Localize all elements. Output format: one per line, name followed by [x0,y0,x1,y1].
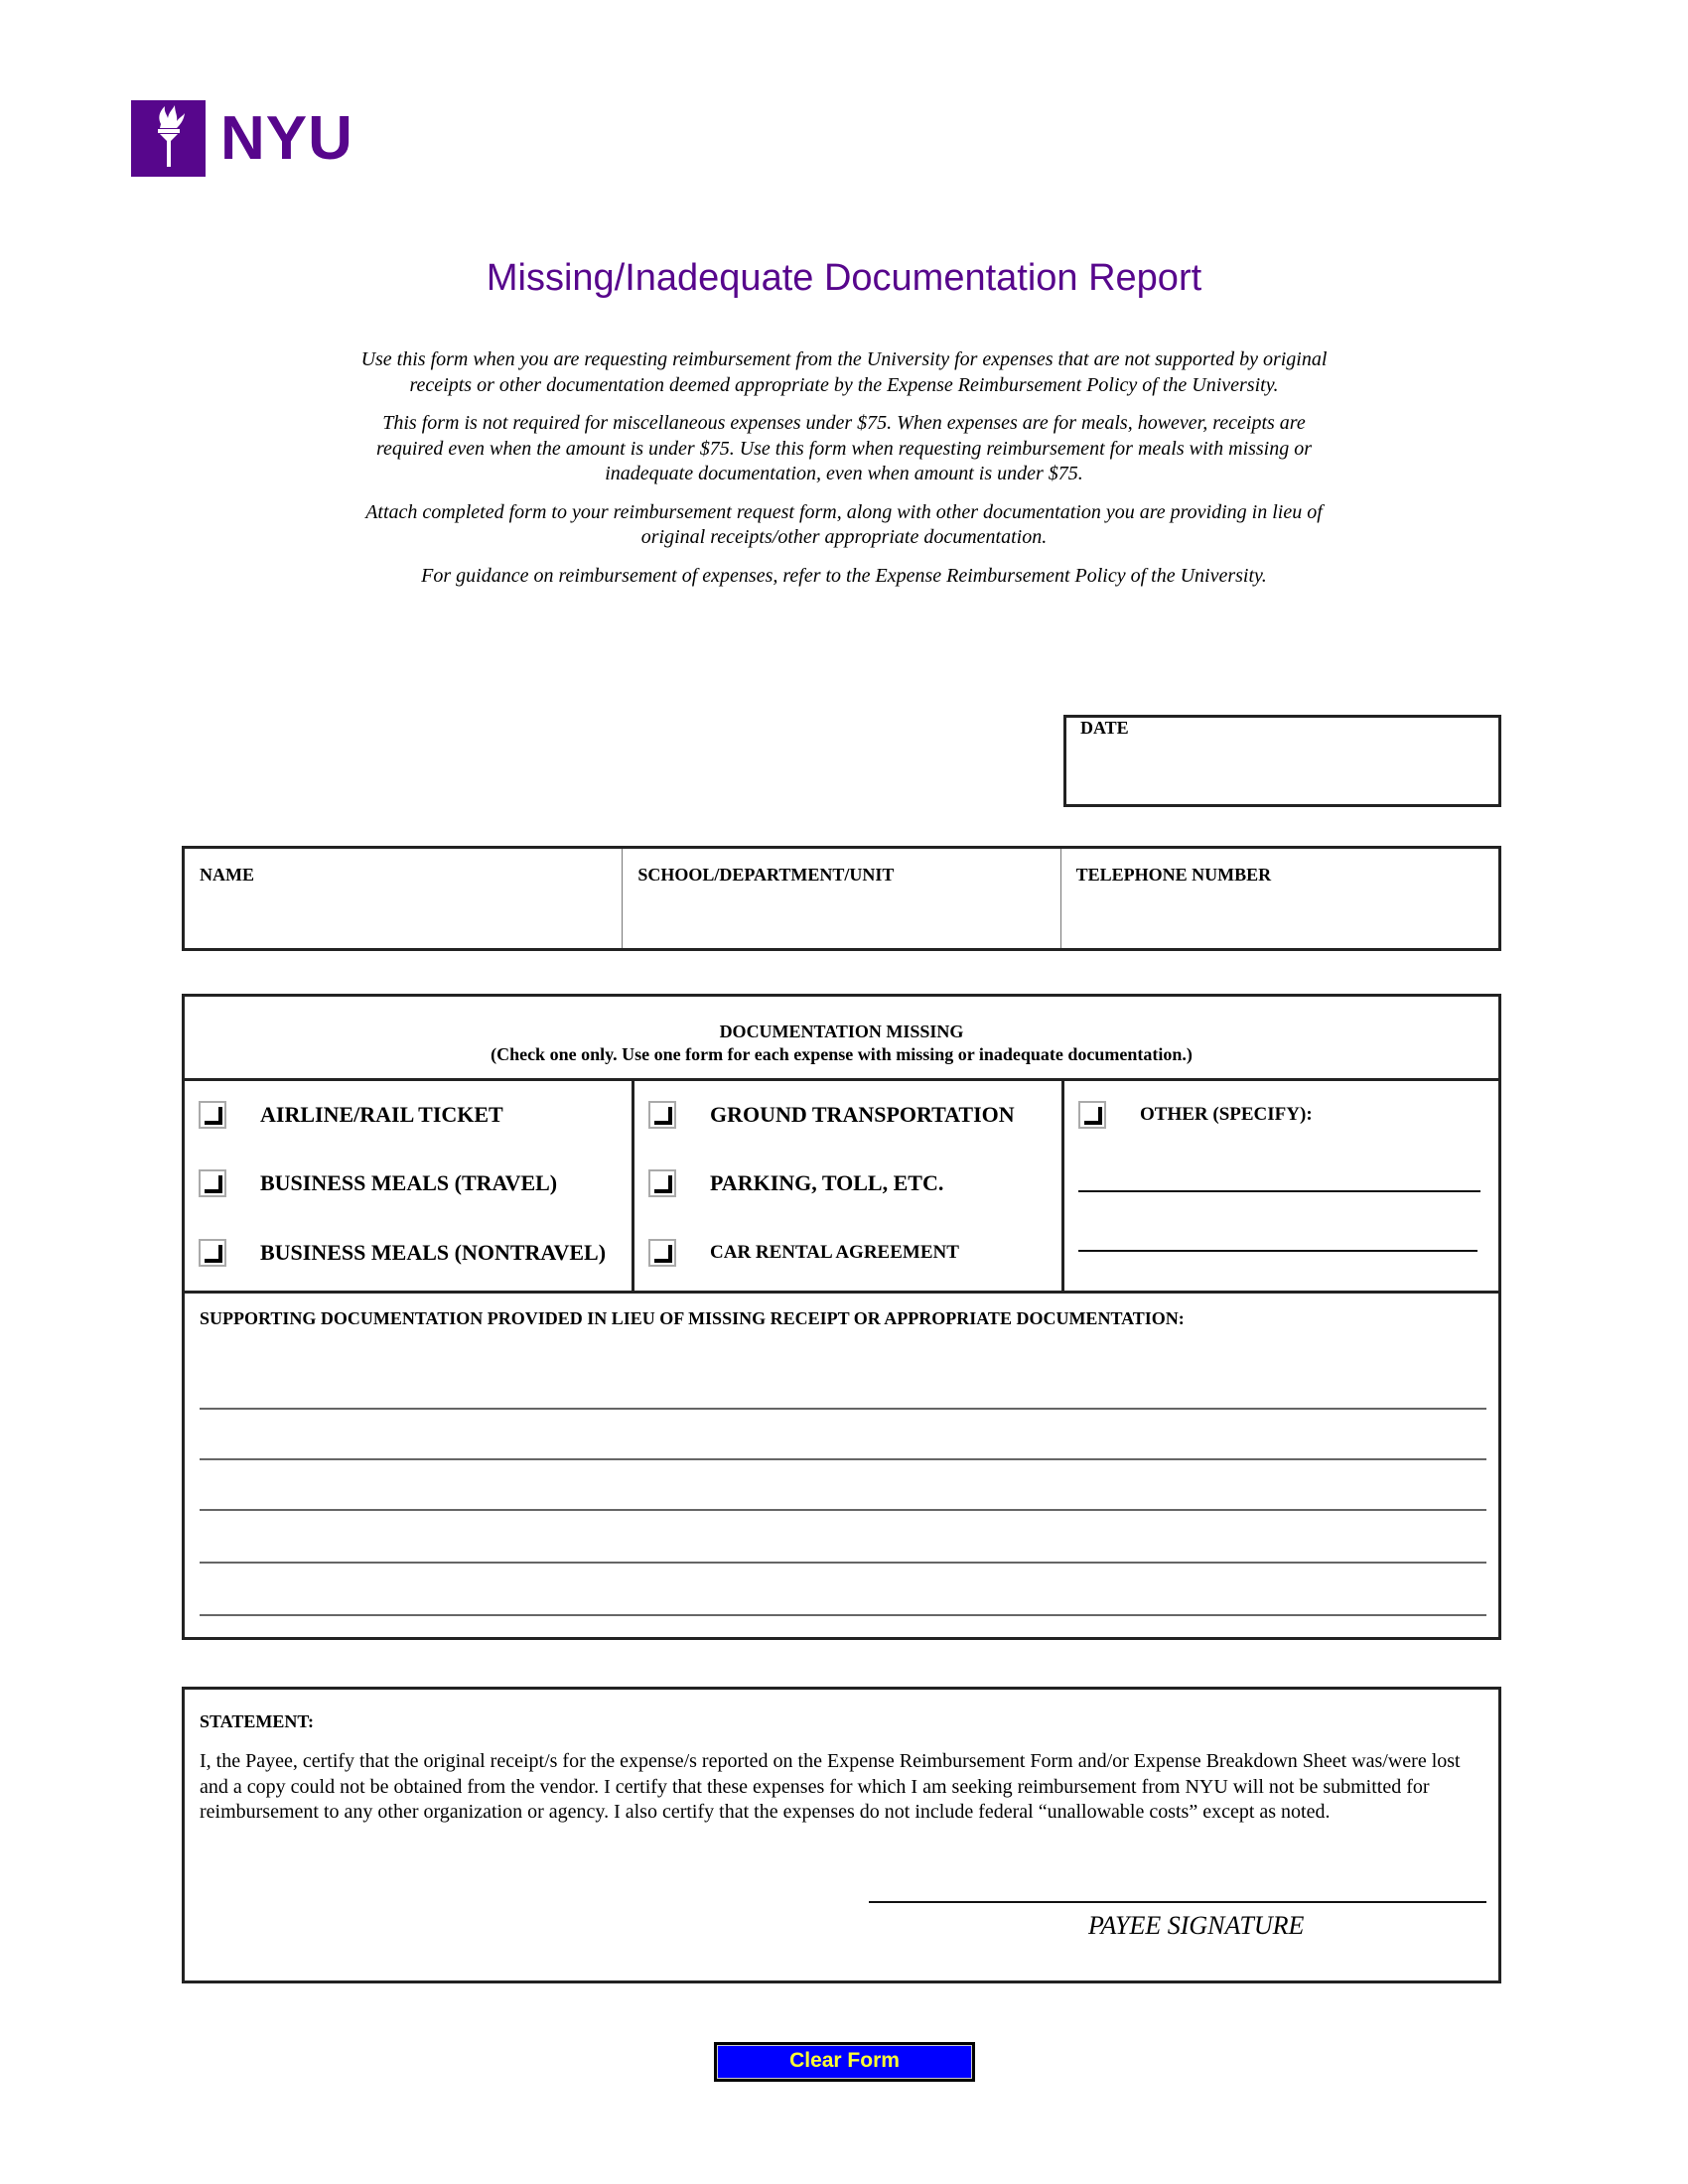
payee-signature-label: PAYEE SIGNATURE [1088,1911,1305,1940]
payee-info-section [182,846,1501,951]
option-business-meals-travel[interactable] [199,1169,557,1197]
other-specify-line-2[interactable] [1078,1250,1477,1252]
supporting-line-1[interactable] [200,1408,1486,1410]
option-business-meals-nontravel[interactable] [199,1239,606,1267]
statement-label: STATEMENT: [200,1711,315,1731]
supporting-line-4[interactable] [200,1562,1486,1564]
torch-icon [131,100,206,177]
option-label: PARKING, TOLL, ETC. [710,1170,944,1195]
checkbox[interactable] [648,1239,676,1267]
nyu-logo-mark [131,100,206,177]
supporting-line-3[interactable] [200,1509,1486,1511]
supporting-documentation-section [185,1294,1498,1637]
name-field[interactable] [185,849,623,948]
options-column-2 [634,1081,1064,1291]
checkbox[interactable] [199,1169,226,1197]
documentation-options-grid [185,1081,1498,1294]
option-label: CAR RENTAL AGREEMENT [710,1242,959,1263]
documentation-missing-section [182,994,1501,1640]
option-label: AIRLINE/RAIL TICKET [260,1102,503,1127]
documentation-missing-heading: DOCUMENTATION MISSING [719,1022,964,1041]
telephone-label: TELEPHONE NUMBER [1075,865,1272,885]
option-label: GROUND TRANSPORTATION [710,1102,1015,1127]
intro-paragraph: This form is not required for miscellaneous expenses under $75. When expenses are for meals, however, receipts are required even when the amount is under $75. Use this form when requesting reimbursement for meals with missing or inadequate documentation, even when amount is under $75. [376,412,1312,484]
telephone-field[interactable] [1061,849,1498,948]
statement-text: I, the Payee, certify that the original receipt/s for the expense/s reported on the Expense Reimbursement Form and/or Expense Breakdown Sheet was/were lost and a copy could not be obtained from the vendor. I certify that these expenses for which I am seeking reimbursement from NYU will not be submitted for reimbursement to any other organization or agency. I also certify that the expenses do not include federal “unallowable costs” except as noted. [200,1750,1461,1823]
documentation-missing-header [185,997,1498,1081]
documentation-missing-subheading: (Check one only. Use one form for each expense with missing or inadequate documentation.) [491,1044,1193,1064]
intro-instructions [357,347,1331,602]
intro-paragraph: Use this form when you are requesting reimbursement from the University for expenses that are not supported by original receipts or other documentation deemed appropriate by the Expense Reimbursement Policy of the University. [360,348,1328,396]
date-label: DATE [1080,718,1129,738]
clear-form-button[interactable] [714,2042,975,2082]
option-other-specify[interactable] [1078,1101,1313,1129]
supporting-line-2[interactable] [200,1458,1486,1460]
intro-paragraph: For guidance on reimbursement of expenses, refer to the Expense Reimbursement Policy of the University. [421,564,1267,587]
other-specify-line-1[interactable] [1078,1190,1480,1192]
department-label: SCHOOL/DEPARTMENT/UNIT [637,865,895,885]
checkbox[interactable] [199,1101,226,1129]
option-label: OTHER (SPECIFY): [1140,1104,1313,1125]
option-label: BUSINESS MEALS (TRAVEL) [260,1170,558,1195]
department-field[interactable] [623,849,1060,948]
checkbox[interactable] [648,1169,676,1197]
supporting-documentation-label: SUPPORTING DOCUMENTATION PROVIDED IN LIEU OF MISSING RECEIPT OR APPROPRIATE DOCUMENTATION: [200,1308,1185,1328]
options-column-1 [185,1081,634,1291]
checkbox[interactable] [1078,1101,1106,1129]
option-car-rental-agreement[interactable] [648,1239,959,1267]
options-column-3 [1064,1081,1498,1291]
page-title: Missing/Inadequate Documentation Report [486,257,1202,299]
payee-signature-field[interactable] [869,1901,1486,1903]
option-parking-toll[interactable] [648,1169,943,1197]
clear-form-label: Clear Form [717,2045,972,2079]
option-label: BUSINESS MEALS (NONTRAVEL) [260,1240,607,1265]
option-ground-transportation[interactable] [648,1101,1015,1129]
date-field[interactable] [1063,715,1501,807]
option-airline-rail-ticket[interactable] [199,1101,503,1129]
checkbox[interactable] [648,1101,676,1129]
supporting-line-5[interactable] [200,1614,1486,1616]
nyu-logo-text: NYU [220,104,353,173]
name-label: NAME [200,865,254,885]
statement-section [182,1687,1501,1983]
intro-paragraph: Attach completed form to your reimbursement request form, along with other documentation you are providing in lieu of original receipts/other appropriate documentation. [365,500,1323,548]
checkbox[interactable] [199,1239,226,1267]
